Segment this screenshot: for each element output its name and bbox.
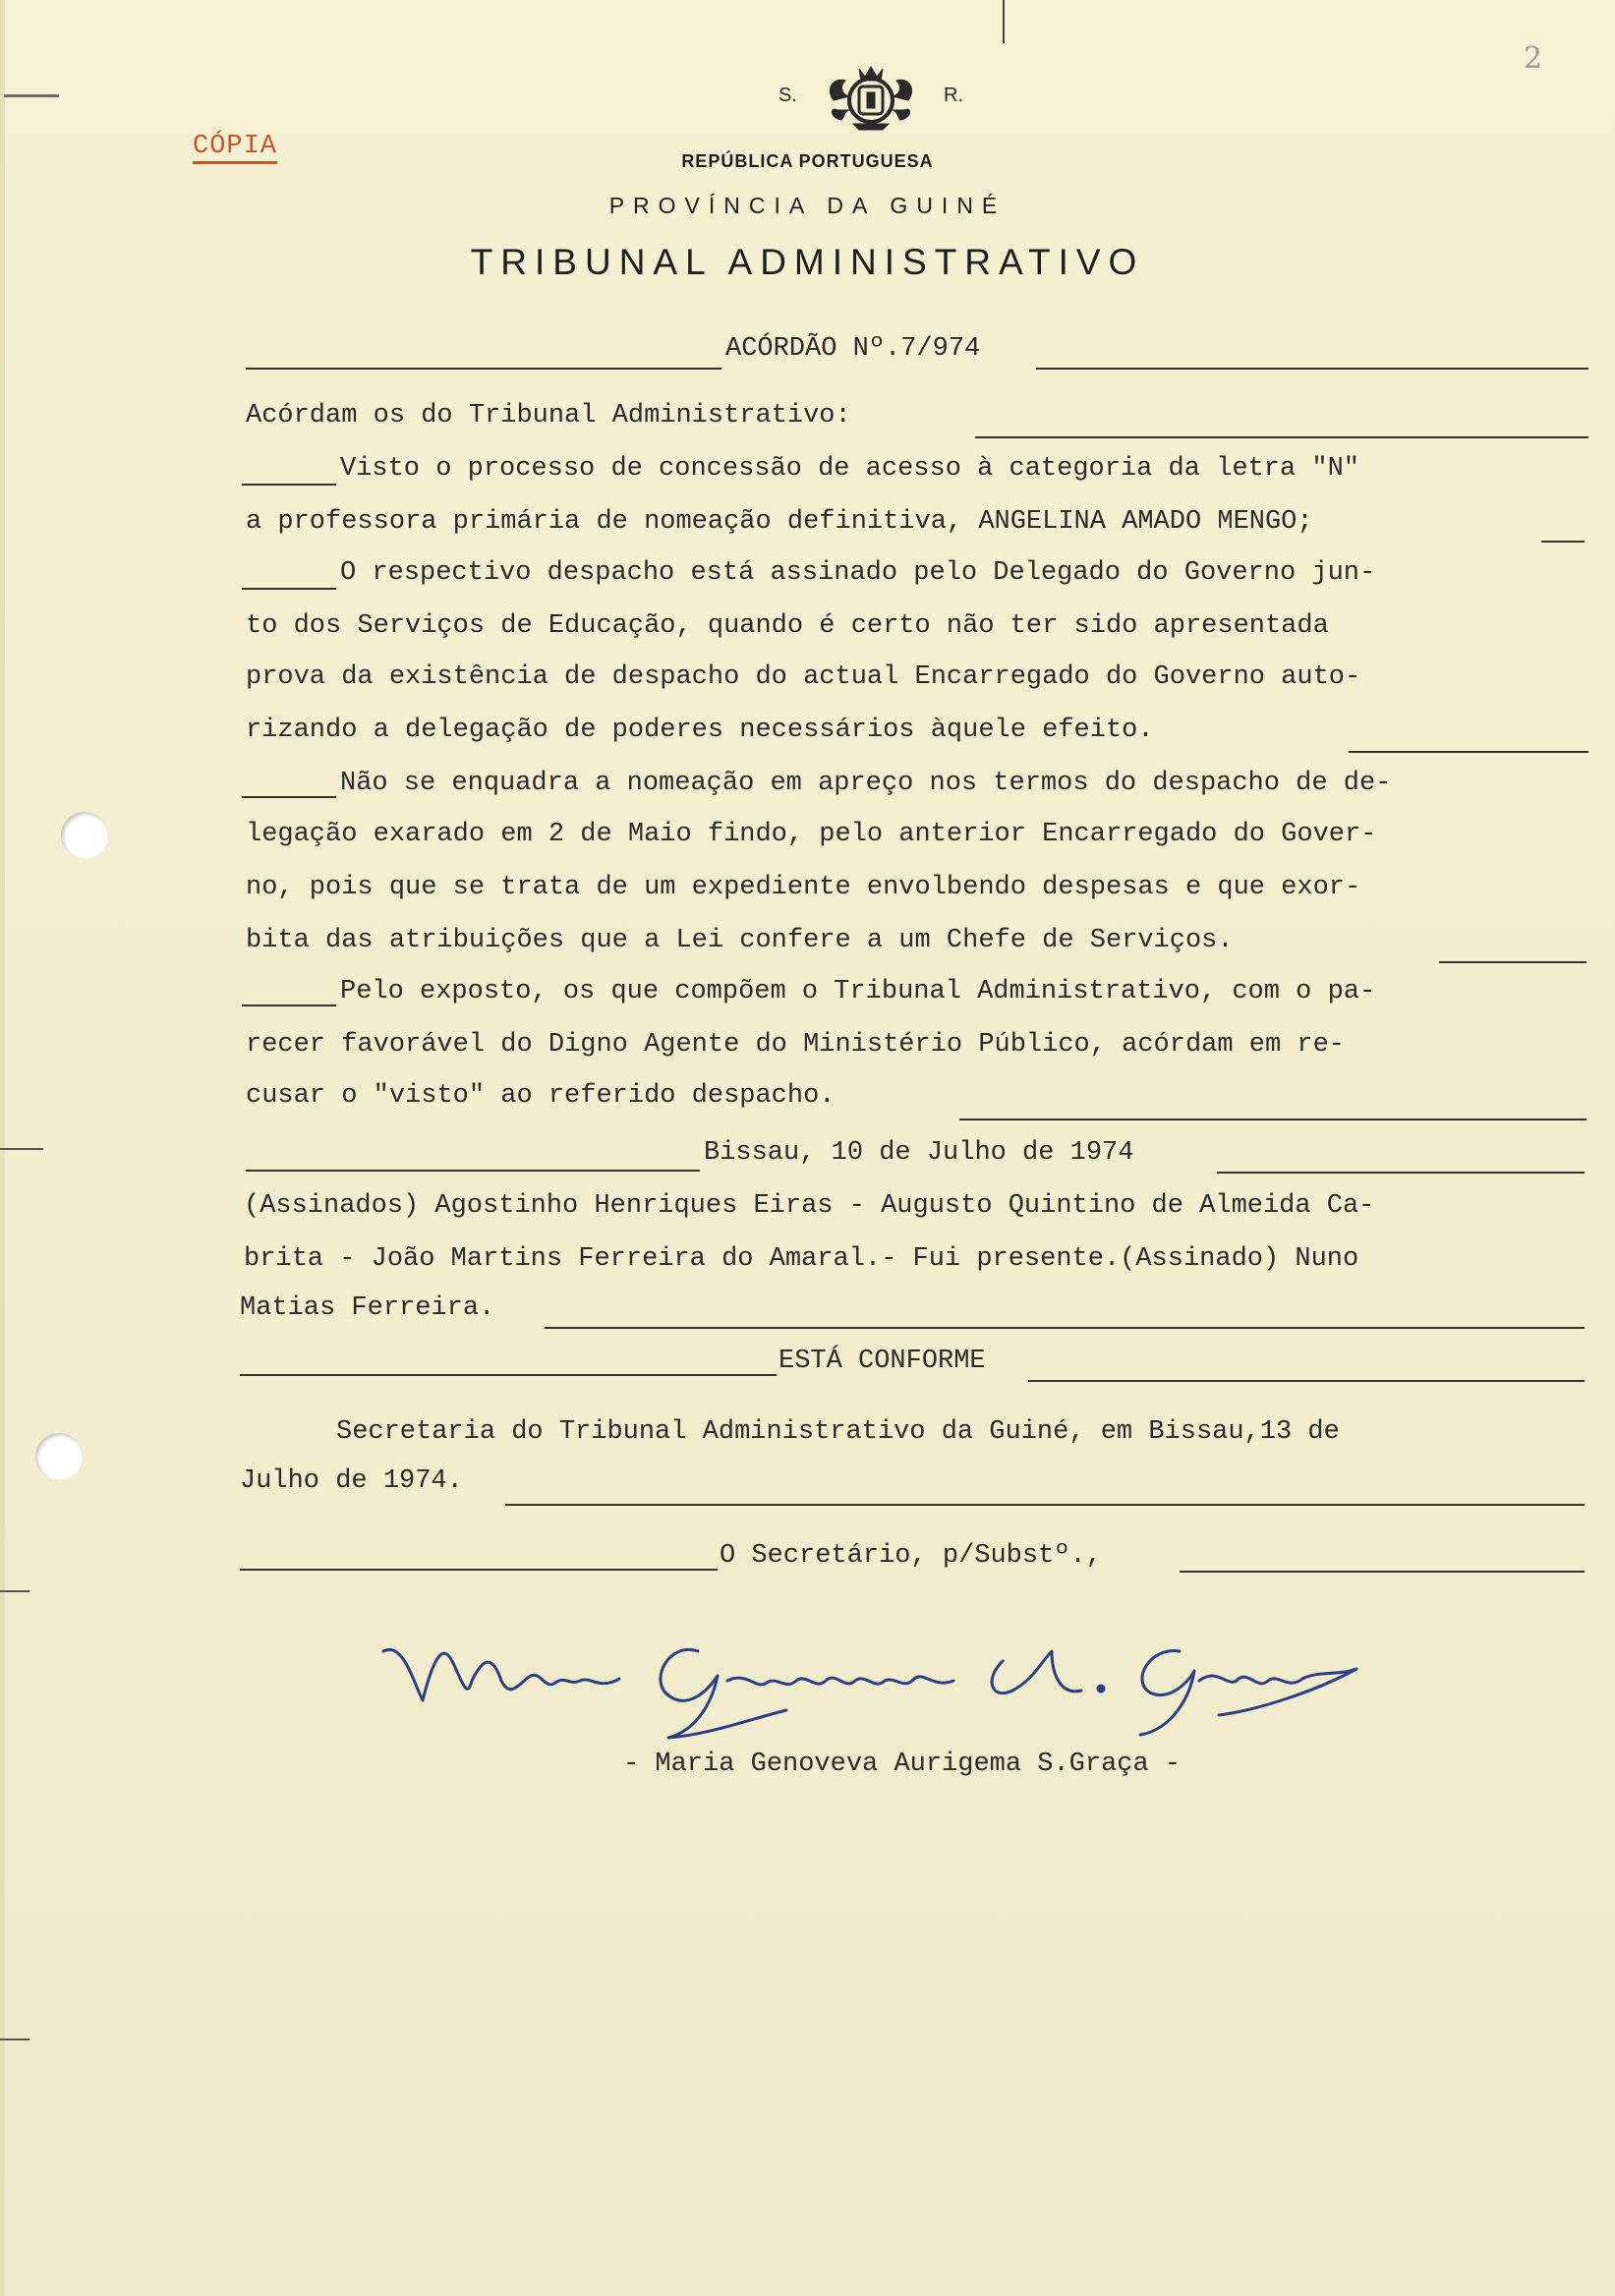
fill-rule — [246, 1170, 700, 1172]
punch-hole — [61, 812, 108, 859]
fill-rule — [1217, 1172, 1585, 1174]
punch-hole — [35, 1433, 83, 1480]
letterhead-tribunal: TRIBUNAL ADMINISTRATIVO — [470, 242, 1145, 282]
body-line: Julho de 1974. — [240, 1466, 463, 1496]
body-line: a professora primária de nomeação definitiva, ANGELINA AMADO MENGO; — [246, 507, 1313, 537]
body-line: Não se enquadra a nomeação em apreço nos termos do despacho de de- — [340, 769, 1392, 798]
fill-rule — [242, 796, 336, 798]
top-fold-mark — [1003, 0, 1005, 43]
fill-rule — [975, 436, 1588, 438]
fill-rule — [240, 1374, 777, 1376]
copy-stamp: CÓPIA — [193, 132, 277, 164]
fill-rule — [1036, 368, 1588, 370]
fill-rule — [505, 1504, 1585, 1506]
margin-mark — [0, 1590, 29, 1592]
body-line: Pelo exposto, os que compõem o Tribunal Administrativo, com o pa- — [340, 977, 1376, 1006]
fill-rule — [1349, 751, 1588, 753]
place-date: Bissau, 10 de Julho de 1974 — [704, 1138, 1134, 1168]
body-line: Acórdam os do Tribunal Administrativo: — [246, 401, 851, 430]
decision-title: ACÓRDÃO Nº.7/974 — [725, 334, 981, 364]
fill-rule — [1180, 1571, 1585, 1573]
fill-rule — [1439, 961, 1586, 963]
coat-of-arms-icon — [824, 63, 918, 132]
margin-mark — [0, 2038, 29, 2040]
body-line: rizando a delegação de poderes necessários àquele efeito. — [246, 716, 1154, 745]
body-line: bita das atribuições que a Lei confere a um Chefe de Serviços. — [246, 926, 1234, 955]
letterhead-r: R. — [944, 85, 963, 106]
fill-rule — [240, 1569, 718, 1571]
body-line: to dos Serviços de Educação, quando é certo não ter sido apresentada — [246, 611, 1329, 641]
fill-rule — [242, 484, 336, 486]
body-line: Secretaria do Tribunal Administrativo da Guiné, em Bissau,13 de — [336, 1417, 1340, 1447]
fill-rule — [246, 368, 721, 370]
secretary-line: O Secretário, p/Substº., — [720, 1541, 1102, 1571]
margin-mark — [0, 1148, 43, 1150]
fill-rule — [1028, 1380, 1585, 1382]
signatories-line: brita - João Martins Ferreira do Amaral.- Fui presente.(Assinado) Nuno — [244, 1244, 1359, 1274]
fill-rule — [545, 1327, 1585, 1329]
body-line: legação exarado em 2 de Maio findo, pelo anterior Encarregado do Gover- — [246, 820, 1377, 849]
body-line: O respectivo despacho está assinado pelo Delegado do Governo jun- — [340, 558, 1376, 588]
letterhead-emblem-row — [0, 63, 1615, 132]
letterhead-republica: REPÚBLICA PORTUGUESA — [681, 151, 934, 171]
body-line: prova da existência de despacho do actual Encarregado do Governo auto- — [246, 662, 1361, 692]
body-line: cusar o "visto" ao referido despacho. — [246, 1081, 836, 1111]
body-line: no, pois que se trata de um expediente envolbendo despesas e que exor- — [246, 873, 1361, 902]
handwritten-signature-icon — [374, 1622, 1376, 1750]
conformity-statement: ESTÁ CONFORME — [779, 1347, 986, 1376]
fill-rule — [1541, 541, 1585, 543]
letterhead-s: S. — [779, 85, 797, 106]
letterhead-provincia: PROVÍNCIA DA GUINÉ — [608, 193, 1007, 218]
signatories-line: Matias Ferreira. — [240, 1293, 495, 1323]
signatories-line: (Assinados) Agostinho Henriques Eiras - Augusto Quintino de Almeida Ca- — [244, 1191, 1375, 1221]
body-line: recer favorável do Digno Agente do Ministério Público, acórdam em re- — [246, 1030, 1345, 1060]
fill-rule — [242, 588, 336, 590]
fill-rule — [242, 1004, 336, 1006]
page-number-mark: 2 — [1524, 41, 1543, 76]
signer-printed-name: - Maria Genoveva Aurigema S.Graça - — [623, 1750, 1182, 1779]
fill-rule — [959, 1119, 1586, 1120]
body-line: Visto o processo de concessão de acesso à categoria da letra "N" — [340, 454, 1359, 484]
